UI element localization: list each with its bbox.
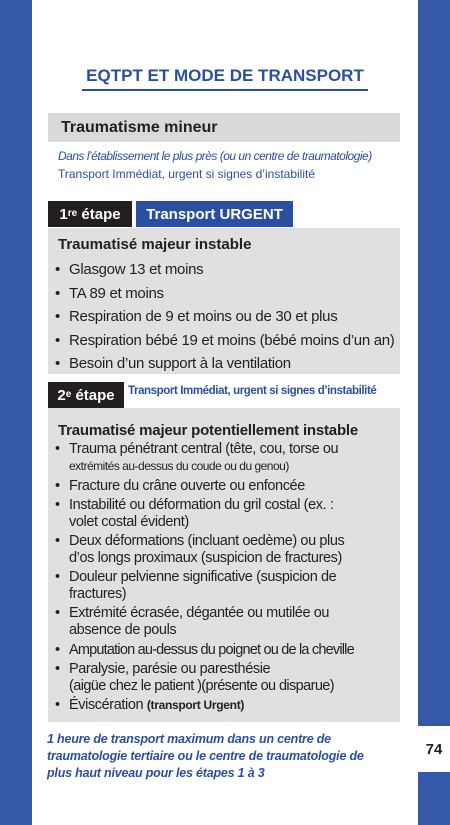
list-item-line: • Deux déformations (incluant oedème) ou plus	[69, 533, 345, 549]
list-item: • Respiration bébé 19 et moins (bébé moins d’un an)	[55, 329, 395, 353]
stage-2-heading: Traumatisé majeur potentiellement instable	[58, 422, 359, 439]
list-item-line: • Douleur pelvienne significative (suspicion de	[69, 569, 337, 585]
page-title: EQTPT ET MODE DE TRANSPORT	[86, 66, 364, 85]
footer-note-line: plus haut niveau pour les étapes 1 à 3	[47, 766, 265, 780]
stage-2-number: 2	[57, 386, 66, 404]
footer-note-line: 1 heure de transport maximum dans un centre de	[47, 732, 331, 746]
stage-2-word: étape	[75, 386, 115, 404]
list-item	[55, 478, 400, 495]
footer-note	[47, 731, 407, 782]
stage-2-criteria-list	[55, 441, 400, 714]
stage-1-transport-badge: Transport URGENT	[136, 201, 293, 227]
list-item: • Besoin d’un support à la ventilation	[55, 352, 395, 376]
list-item-line: fractures)	[69, 586, 127, 602]
list-item-line: Éviscération	[69, 697, 144, 713]
list-item	[55, 661, 400, 695]
minor-trauma-destination: Dans l’établissement le plus près (ou un centre de traumatologie)	[58, 149, 372, 163]
list-item-line: • Instabilité ou déformation du gril costal (ex. :	[69, 497, 334, 513]
list-item	[55, 569, 400, 603]
list-item	[55, 605, 400, 639]
right-page-band	[418, 0, 450, 825]
list-item: • Respiration de 9 et moins ou de 30 et plus	[55, 305, 395, 329]
list-item-line: • Paralysie, parésie ou paresthésie	[69, 661, 271, 677]
minor-trauma-transport: Transport Immédiat, urgent si signes d’instabilité	[58, 167, 316, 181]
list-item-line: • Fracture du crâne ouverte ou enfoncée	[69, 478, 305, 494]
list-item-line: • Amputation au-dessus du poignet ou de la cheville	[69, 642, 354, 658]
list-item	[55, 441, 400, 475]
left-page-band	[0, 0, 32, 825]
minor-trauma-header: Traumatisme mineur	[48, 113, 400, 142]
list-item	[55, 497, 400, 531]
list-item	[55, 697, 400, 714]
list-item-line: absence de pouls	[69, 622, 177, 638]
list-item-line: volet costal évident)	[69, 514, 189, 530]
stage-1-heading: Traumatisé majeur instable	[58, 236, 252, 253]
list-item	[55, 642, 400, 659]
stage-1-criteria-list	[55, 258, 395, 376]
stage-1-label: 1 re étape	[48, 201, 132, 227]
stage-1-word: étape	[81, 205, 121, 223]
list-item-line: • Extrémité écrasée, dégantée ou mutilée ou	[69, 605, 330, 621]
list-item-note: (transport Urgent)	[146, 698, 245, 712]
list-item-line: (aigüe chez le patient )(présente ou disparue)	[69, 678, 334, 694]
list-item-line: extrémités au-dessus du coude ou du genou)	[69, 459, 289, 473]
list-item: • Glasgow 13 et moins	[55, 258, 395, 282]
list-item-line: • Trauma pénétrant central (tête, cou, torse ou	[69, 441, 339, 457]
footer-note-line: traumatologie tertiaire ou le centre de traumatologie de	[47, 749, 364, 763]
list-item	[55, 533, 400, 567]
stage-1-number: 1	[59, 205, 68, 223]
list-item: • TA 89 et moins	[55, 282, 395, 306]
list-item-line: d’os longs proximaux (suspicion de fractures)	[69, 550, 342, 566]
page-number: 74	[418, 726, 450, 772]
stage-2-label: 2 e étape	[48, 382, 124, 408]
stage-2-transport-note: Transport Immédiat, urgent si signes d’instabilité	[128, 385, 377, 397]
title-underline	[82, 89, 368, 91]
